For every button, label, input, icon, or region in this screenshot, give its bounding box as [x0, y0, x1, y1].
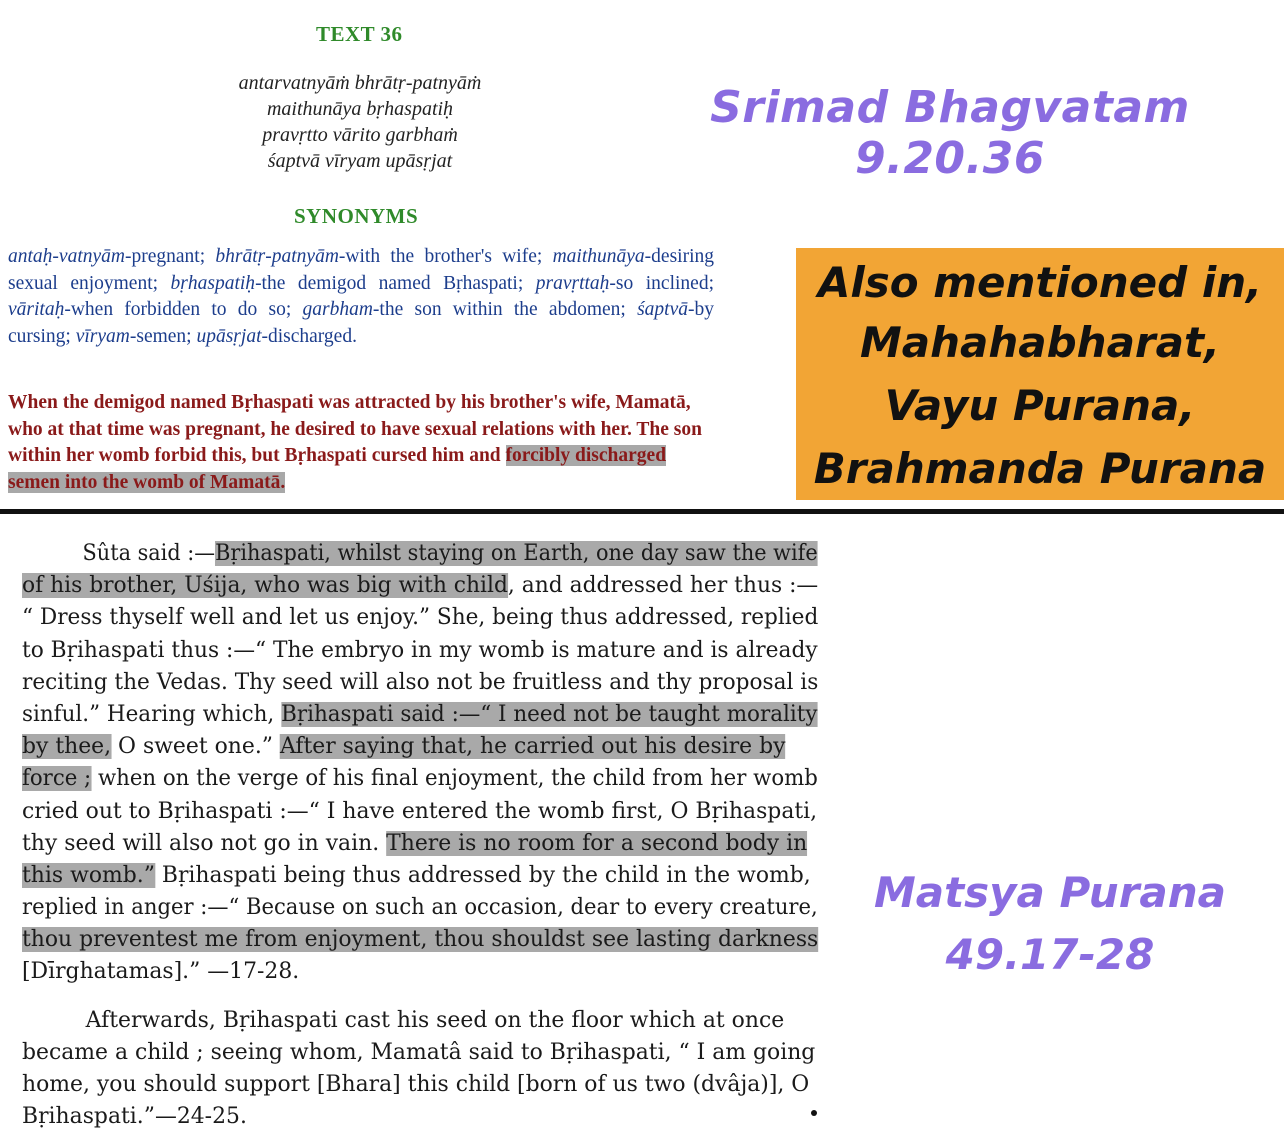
- scan-text: sinful.” Hearing which,: [22, 701, 282, 727]
- synonym-term: bṛhaspatiḥ: [170, 272, 256, 294]
- synonym-term: pravṛttaḥ: [535, 272, 610, 294]
- bhagavatam-reference-label: Srimad Bhagvatam 9.20.36: [710, 82, 1190, 184]
- matsya-purana-scan: [22, 538, 822, 1133]
- translation-highlight: forcibly discharged semen into the womb of Mamatā.: [8, 445, 667, 493]
- scan-text: Bṛihaspati.”—24-25.: [22, 1104, 247, 1130]
- verse-line: maithunāya bṛhaspatiḥ: [266, 98, 454, 120]
- scan-line: [22, 796, 818, 828]
- synonym-meaning: -so inclined;: [609, 272, 714, 294]
- scan-text: [Dīrghatamas].” —17-28.: [22, 959, 300, 985]
- scan-line: [22, 860, 818, 892]
- scan-text: cried out to Bṛihaspati :—“ I have entered the womb first, O Bṛihaspati,: [22, 798, 818, 824]
- scan-text: Bṛihaspati being thus addressed by the child in the womb,: [154, 862, 811, 888]
- scan-line: [22, 699, 818, 731]
- translation-paragraph: [8, 390, 714, 496]
- scan-dot: [811, 1110, 817, 1116]
- scan-text: Afterwards, Bṛihaspati cast his seed on the floor which at once: [85, 1007, 785, 1033]
- scan-line: [22, 828, 818, 860]
- synonym-term: garbham: [302, 299, 373, 320]
- scan-text: “ Dress thyself well and let us enjoy.” She, being thus addressed, replied: [22, 605, 819, 631]
- scan-text: O sweet one.”: [111, 734, 280, 760]
- scan-line: [22, 1069, 818, 1101]
- highlighted-text: There is no room for a second body in: [386, 830, 808, 856]
- highlighted-text: by thee,: [22, 734, 112, 760]
- also-mentioned-line: Mahahabharat,: [859, 318, 1220, 367]
- scan-text: Sûta said :—: [82, 541, 216, 566]
- synonym-meaning: -desiring sexual enjoyment;: [8, 246, 714, 294]
- scan-line: [22, 602, 819, 634]
- highlighted-text: Bṛihaspati, whilst staying on Earth, one day saw the wife: [215, 541, 818, 566]
- sanskrit-verse: [200, 70, 520, 174]
- highlighted-text: force ;: [22, 766, 92, 792]
- synonym-meaning: -discharged.: [261, 325, 357, 347]
- synonyms-heading: SYNONYMS: [294, 204, 419, 228]
- scan-line: [22, 570, 819, 602]
- highlighted-text: this womb.”: [22, 862, 155, 888]
- scan-line: [22, 1101, 818, 1133]
- section-divider: [0, 509, 1284, 514]
- text-heading: TEXT 36: [316, 22, 403, 46]
- scan-text: replied in anger :—“ Because on such an occasion, dear to every creature,: [22, 895, 818, 921]
- synonym-term: bhrātṛ-patnyām: [215, 246, 339, 267]
- scan-line: [22, 956, 818, 988]
- scan-line: [22, 538, 818, 570]
- highlighted-text: thou preventest me from enjoyment, thou shouldst see lasting darkness: [22, 927, 819, 953]
- scan-text: reciting the Vedas. Thy seed will also not be fruitless and thy proposal is: [22, 669, 819, 695]
- scan-line: [22, 924, 817, 956]
- scan-text: to Bṛihaspati thus :—“ The embryo in my womb is mature and is already: [22, 637, 818, 663]
- synonyms-paragraph: [8, 244, 714, 350]
- synonym-meaning: -the son within the abdomen;: [372, 299, 638, 320]
- scan-text: thy seed will also not go in vain.: [22, 830, 387, 856]
- synonym-term: upāsṛjat: [196, 325, 262, 347]
- scan-paragraph-2: [22, 1005, 822, 1133]
- highlighted-text: of his brother, Uśija, who was big with child: [22, 573, 508, 599]
- synonym-meaning: -semen;: [129, 325, 197, 347]
- verse-line: antarvatnyāṁ bhrātṛ-patnyāṁ: [238, 72, 482, 94]
- synonym-meaning: -with the brother's wife;: [338, 246, 553, 267]
- scan-line: [22, 1005, 818, 1037]
- scan-text: , and addressed her thus :—: [507, 573, 819, 599]
- scan-line: [22, 763, 818, 795]
- synonym-term: vāritaḥ: [8, 299, 65, 320]
- matsya-title: Matsya Purana: [873, 868, 1227, 917]
- synonym-term: maithunāya: [552, 246, 645, 267]
- synonym-term: vīryam: [75, 325, 130, 347]
- scan-text: home, you should support [Bhara] this child [born of us two (dvâja)], O: [22, 1072, 810, 1097]
- also-mentioned-line: Brahmanda Purana: [813, 444, 1267, 493]
- scan-text: when on the verge of his final enjoyment, the child from her womb: [91, 766, 818, 792]
- also-mentioned-line: Vayu Purana,: [884, 381, 1196, 430]
- synonym-meaning: -when forbidden to do so;: [64, 299, 303, 320]
- synonym-term: antaḥ-vatnyām: [8, 246, 125, 267]
- also-mentioned-box: [796, 248, 1284, 500]
- matsya-reference-label: [860, 862, 1240, 986]
- scan-line: [22, 667, 819, 699]
- scan-text: became a child ; seeing whom, Mamatâ said to Bṛihaspati, “ I am going: [22, 1039, 816, 1065]
- scan-line: [22, 635, 818, 667]
- synonym-term: śaptvā: [637, 299, 688, 320]
- scan-paragraph-1: [22, 538, 822, 989]
- matsya-verse-range: 49.17-28: [945, 930, 1155, 979]
- translation-text: When the demigod named Bṛhaspati was attracted by his brother's wife, Mamatā, who at that time was pregnant, he desired to have sexual relations with her. The son within her womb forbid this, but Bṛhaspati cursed him and: [8, 392, 702, 466]
- synonym-meaning: -the demigod named Bṛhaspati;: [255, 272, 536, 294]
- highlighted-text: Bṛihaspati said :—“ I need not be taught morality: [281, 701, 818, 727]
- scan-line: [22, 1037, 818, 1069]
- verse-line: pravṛtto vārito garbhaṁ: [262, 124, 458, 146]
- also-mentioned-line: Also mentioned in,: [817, 258, 1263, 307]
- verse-line: śaptvā vīryam upāsṛjat: [267, 150, 453, 172]
- highlighted-text: After saying that, he carried out his desire by: [279, 734, 786, 760]
- synonym-meaning: -by cursing;: [8, 299, 714, 347]
- scan-line: [22, 892, 818, 924]
- synonym-meaning: -pregnant;: [124, 246, 216, 267]
- scan-line: [22, 731, 818, 763]
